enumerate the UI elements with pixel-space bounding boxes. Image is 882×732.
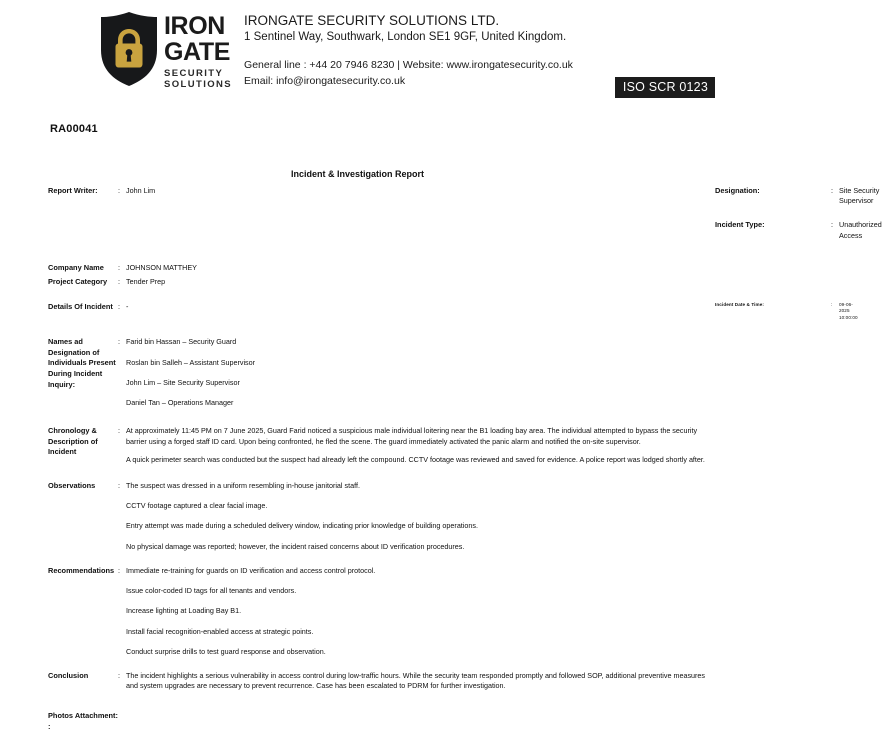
field-value — [126, 426, 715, 465]
list-item: CCTV footage captured a clear facial image. — [126, 501, 268, 511]
field-value: The incident highlights a serious vulnerability in access control during low-traffic hours. While the security team responded promptly and followed SOP, additional preventive measures and system upgrades are necessary to prevent recurrence. Case has been escalated to PDRM for further investigation. — [126, 670, 706, 691]
list-item: No physical damage was reported; however, the incident raised concerns about ID verification procedures. — [126, 541, 465, 551]
company-info-block — [244, 10, 573, 89]
field-colon: : — [118, 277, 120, 287]
list-item: Farid bin Hassan – Security Guard — [126, 337, 237, 347]
field-value — [126, 481, 715, 552]
field-value — [126, 337, 715, 408]
field-company-name — [0, 263, 715, 274]
company-contact — [244, 58, 573, 88]
paragraph: At approximately 11:45 PM on 7 June 2025, Guard Farid noticed a suspicious male individual loitering near the B1 loading bay area. The individual attempted to bypass the security barrier using a forged staff ID card. Upon being confronted, he fled the scene. The guard immediately activated the panic alarm and notified the on-site supervisor. — [126, 426, 698, 446]
field-conclusion — [0, 671, 715, 691]
company-general-line: General line : +44 20 7946 8230 | Website: www.irongatesecurity.co.uk — [244, 59, 573, 72]
field-label: Recommendations — [48, 565, 115, 575]
field-incident-datetime — [715, 302, 858, 322]
field-colon: : — [118, 186, 120, 195]
field-photos-attachment — [0, 711, 715, 732]
field-designation — [715, 186, 882, 206]
list-item: Conduct surprise drills to test guard response and observation. — [126, 646, 326, 656]
field-recommendations — [0, 566, 715, 657]
field-colon: : — [118, 426, 120, 436]
list-item: The suspect was dressed in a uniform resembling in-house janitorial staff. — [126, 480, 360, 490]
company-name: IRONGATE SECURITY SOLUTIONS LTD. — [244, 13, 500, 28]
document-number: RA00041 — [50, 123, 98, 135]
field-value: - — [126, 301, 129, 311]
list-item: Issue color-coded ID tags for all tenants and vendors. — [126, 586, 297, 596]
field-colon: : — [118, 337, 120, 347]
field-colon: : — [831, 186, 833, 195]
logo-word-gate: GATE — [164, 38, 230, 66]
list-item: Increase lighting at Loading Bay B1. — [126, 606, 242, 616]
field-label: Incident Date & Time: — [715, 301, 764, 307]
field-names-designation — [0, 337, 715, 408]
paragraph: A quick perimeter search was conducted but the suspect had already left the compound. CCTV footage was reviewed and saved for evidence. A police report was lodged shortly after. — [126, 454, 705, 464]
field-incident-type — [715, 220, 882, 240]
field-colon: : — [118, 301, 120, 311]
field-label: Names ad Designation of Individuals Present During Incident Inquiry: — [48, 337, 116, 389]
field-label: Details Of Incident — [48, 301, 113, 311]
field-value: Site Security Supervisor — [839, 186, 880, 206]
field-colon: : — [118, 670, 120, 680]
field-label: Project Category — [48, 277, 108, 287]
field-label: Observations — [48, 480, 96, 490]
row-details-datetime — [0, 301, 858, 322]
row-writer-designation — [0, 186, 882, 241]
logo-word-solutions: SOLUTIONS — [164, 78, 233, 90]
field-label: Company Name — [48, 262, 104, 272]
list-item: John Lim – Site Security Supervisor — [126, 377, 240, 387]
field-value: JOHNSON MATTHEY — [126, 262, 197, 272]
field-value: Tender Prep — [126, 277, 166, 287]
list-item: Entry attempt was made during a scheduled delivery window, indicating prior knowledge of building operations. — [126, 521, 478, 531]
company-email: Email: info@irongatesecurity.co.uk — [244, 74, 406, 87]
field-colon: : — [118, 565, 120, 575]
field-details-of-incident — [0, 302, 715, 313]
field-value — [126, 566, 715, 657]
field-report-writer — [0, 186, 715, 197]
iso-certification-badge: ISO SCR 0123 — [615, 77, 715, 98]
page-title: Incident & Investigation Report — [290, 169, 424, 179]
list-item: Roslan bin Salleh – Assistant Supervisor — [126, 357, 256, 367]
field-chronology — [0, 426, 715, 465]
field-label: Photos Attachment: : — [48, 711, 118, 731]
field-label: Report Writer: — [48, 186, 98, 195]
field-label: Designation: — [715, 186, 760, 195]
company-address: 1 Sentinel Way, Southwark, London SE1 9GF, United Kingdom. — [244, 30, 567, 43]
field-value: John Lim — [126, 186, 156, 195]
shield-padlock-icon — [98, 10, 160, 88]
field-label: Chronology & Description of Incident — [48, 426, 98, 457]
field-colon: : — [831, 220, 833, 230]
field-colon: : — [118, 480, 120, 490]
list-item: Daniel Tan – Operations Manager — [126, 398, 234, 408]
field-label: Conclusion — [48, 670, 89, 680]
field-value: 09-06-2025 10:00:00 — [839, 301, 858, 320]
field-observations — [0, 481, 715, 552]
list-item: Install facial recognition-enabled access at strategic points. — [126, 626, 314, 636]
list-item: Immediate re-training for guards on ID verification and access control protocol. — [126, 565, 376, 575]
field-colon: : — [831, 301, 833, 307]
field-label: Incident Type: — [715, 220, 765, 230]
document-header — [0, 0, 715, 104]
logo-wordmark — [164, 10, 232, 89]
field-value: Unauthorized Access — [839, 220, 882, 240]
logo-word-security: SECURITY — [164, 68, 224, 79]
logo-word-iron: IRON — [164, 12, 225, 40]
field-colon: : — [118, 262, 120, 272]
report-body — [0, 186, 882, 732]
field-project-category — [0, 277, 715, 288]
